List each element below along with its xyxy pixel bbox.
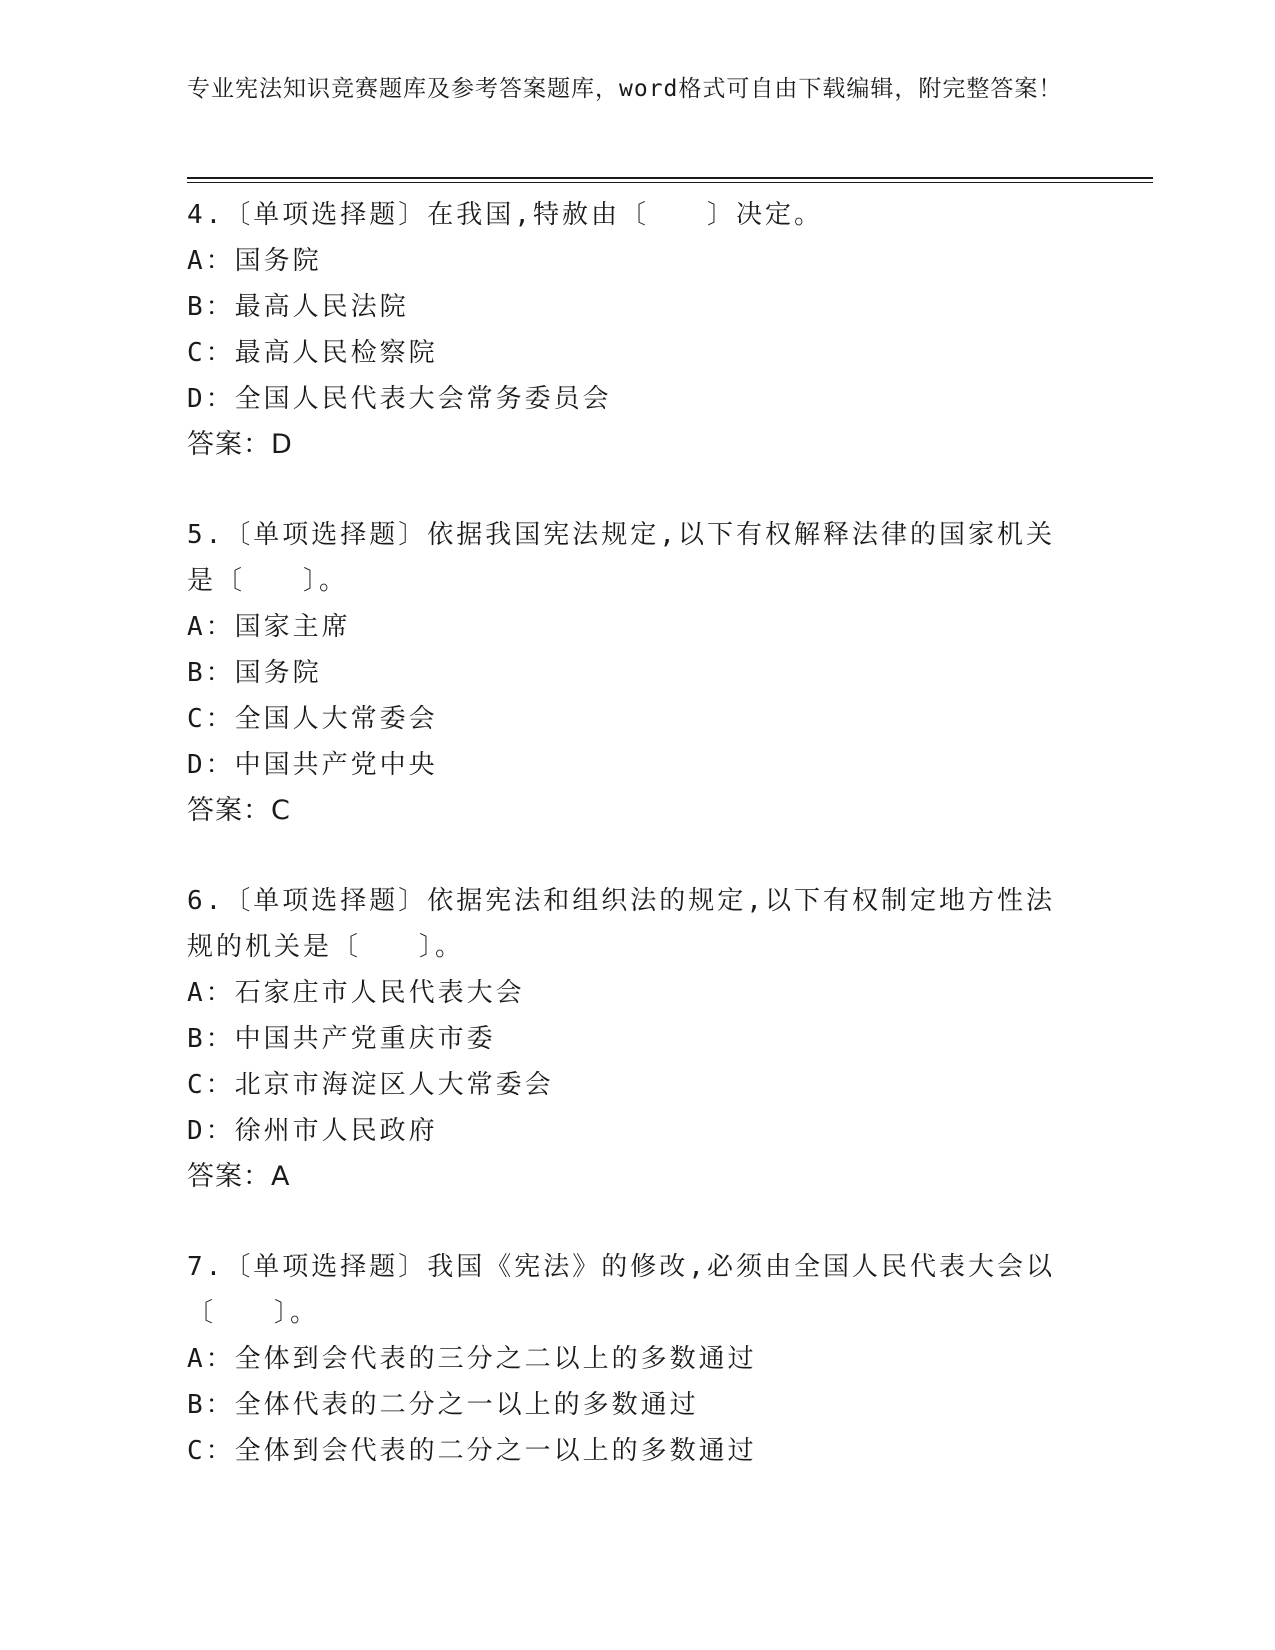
answer: 答案：A <box>187 1161 291 1192</box>
option-b: B：国务院 <box>187 658 322 688</box>
option-b: B：全体代表的二分之一以上的多数通过 <box>187 1390 699 1420</box>
option-c: C：北京市海淀区人大常委会 <box>187 1070 554 1100</box>
option-b: B：中国共产党重庆市委 <box>187 1024 496 1054</box>
option-c: C：全体到会代表的二分之一以上的多数通过 <box>187 1436 757 1466</box>
option-b: B：最高人民法院 <box>187 292 409 322</box>
question-stem: 4.〔单项选择题〕在我国,特赦由〔 〕决定。 <box>187 200 823 230</box>
option-d: D：徐州市人民政府 <box>187 1116 438 1146</box>
question-4 <box>187 192 1087 468</box>
question-list <box>187 192 1087 1518</box>
question-stem: 6.〔单项选择题〕依据宪法和组织法的规定,以下有权制定地方性法规的机关是〔 〕。 <box>187 886 1055 962</box>
answer: 答案：C <box>187 795 291 826</box>
option-a: A：石家庄市人民代表大会 <box>187 978 525 1008</box>
question-stem: 5.〔单项选择题〕依据我国宪法规定,以下有权解释法律的国家机关是〔 〕。 <box>187 520 1055 596</box>
question-5 <box>187 512 1087 834</box>
header-divider-thick <box>187 177 1153 179</box>
option-d: D：中国共产党中央 <box>187 750 438 780</box>
answer: 答案：D <box>187 429 293 460</box>
header-divider-thin <box>187 182 1153 183</box>
option-d: D：全国人民代表大会常务委员会 <box>187 384 612 414</box>
document-header: 专业宪法知识竞赛题库及参考答案题库，word格式可自由下载编辑，附完整答案！ <box>187 76 1063 102</box>
option-c: C：全国人大常委会 <box>187 704 438 734</box>
question-stem: 7.〔单项选择题〕我国《宪法》的修改,必须由全国人民代表大会以〔 〕。 <box>187 1252 1055 1328</box>
option-a: A：国务院 <box>187 246 322 276</box>
question-7 <box>187 1244 1087 1474</box>
question-6 <box>187 878 1087 1200</box>
option-a: A：全体到会代表的三分之二以上的多数通过 <box>187 1344 757 1374</box>
option-a: A：国家主席 <box>187 612 351 642</box>
option-c: C：最高人民检察院 <box>187 338 438 368</box>
